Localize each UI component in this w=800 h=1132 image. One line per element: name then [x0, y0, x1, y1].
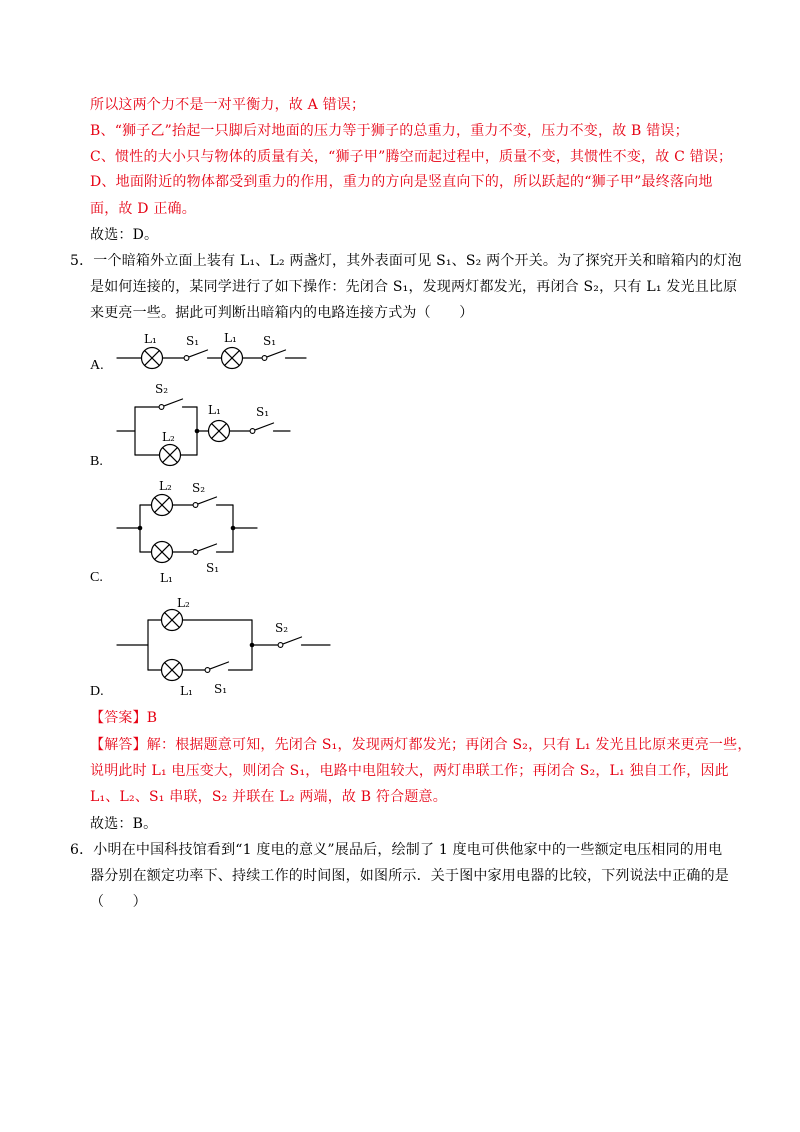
- lamp-cross: [155, 545, 170, 560]
- lamp-symbol: [160, 445, 181, 466]
- switch-blade: [198, 544, 217, 551]
- component-label: S₂: [155, 382, 169, 396]
- lamp-symbol: [162, 660, 183, 681]
- switch-blade: [189, 350, 208, 357]
- option-d-letter: D.: [90, 684, 104, 699]
- lamp-circle: [222, 348, 243, 369]
- solution-line: 所以这两个力不是一对平衡力，故 A 错误；: [90, 97, 366, 113]
- lamp-circle: [152, 542, 173, 563]
- solution-line: D、地面附近的物体都受到重力的作用，重力的方向是竖直向下的，所以跃起的“狮子甲”最终落向地: [90, 174, 713, 190]
- component-label: S₁: [263, 334, 277, 348]
- switch-symbol: [205, 662, 228, 672]
- lamp-cross: [212, 424, 227, 439]
- option-a-circuit: [117, 331, 306, 369]
- component-label: L₂: [159, 479, 172, 493]
- switch-symbol: [250, 423, 273, 433]
- lamp-cross: [225, 351, 240, 366]
- component-label: S₁: [206, 561, 220, 575]
- lamp-symbol: [152, 495, 173, 516]
- lamp-cross: [163, 448, 178, 463]
- switch-contact: [184, 356, 189, 361]
- lamp-cross: [212, 424, 227, 439]
- component-label: S₁: [256, 405, 270, 419]
- switch-blade: [164, 399, 183, 406]
- lamp-symbol: [222, 348, 243, 369]
- switch-contact: [278, 643, 283, 648]
- question-5-line: 来更亮一些。据此可判断出暗箱内的电路连接方式为（ ）: [90, 305, 474, 321]
- lamp-cross: [155, 498, 170, 513]
- switch-contact: [193, 503, 198, 508]
- lamp-circle: [142, 348, 163, 369]
- lamp-cross: [163, 448, 178, 463]
- lamp-cross: [155, 498, 170, 513]
- solution-line: B、“狮子乙”抬起一只脚后对地面的压力等于狮子的总重力，重力不变，压力不变，故 B 错误；: [90, 123, 689, 139]
- switch-symbol: [193, 544, 216, 554]
- component-label: S₁: [214, 682, 228, 696]
- junction-dot: [195, 429, 200, 434]
- component-label: L₂: [177, 596, 190, 610]
- lamp-cross: [165, 613, 180, 628]
- lamp-cross: [165, 613, 180, 628]
- switch-blade: [255, 423, 274, 430]
- lamp-circle: [160, 445, 181, 466]
- switch-blade: [283, 637, 302, 644]
- component-label: S₁: [186, 334, 200, 348]
- switch-symbol: [278, 637, 301, 647]
- component-label: L₁: [208, 403, 221, 417]
- component-label: S₂: [192, 481, 206, 495]
- lamp-symbol: [142, 348, 163, 369]
- question-6-line: 器分别在额定功率下、持续工作的时间图，如图所示．关于图中家用电器的比较，下列说法中正确的是: [90, 868, 729, 884]
- analysis-line: 【解答】解：根据题意可知，先闭合 S₁，发现两灯都发光；再闭合 S₂，只有 L₁ 发光且比原来更亮一些，: [90, 737, 752, 753]
- switch-blade: [198, 497, 217, 504]
- component-label: L₁: [144, 332, 157, 346]
- junction-dot: [231, 526, 236, 531]
- junction-dot: [138, 526, 143, 531]
- component-label: L₁: [180, 684, 193, 698]
- option-b-letter: B.: [90, 454, 103, 469]
- switch-contact: [262, 356, 267, 361]
- junction-dot: [250, 643, 255, 648]
- lamp-symbol: [152, 542, 173, 563]
- solution-line: 面，故 D 正确。: [90, 201, 196, 217]
- switch-symbol: [193, 497, 216, 507]
- switch-blade: [267, 350, 286, 357]
- option-c-letter: C.: [90, 570, 103, 585]
- lamp-circle: [209, 421, 230, 442]
- lamp-circle: [162, 660, 183, 681]
- answer-conclusion: 故选：B。: [90, 816, 158, 832]
- switch-symbol: [262, 350, 285, 360]
- switch-contact: [205, 668, 210, 673]
- switch-contact: [193, 550, 198, 555]
- analysis-line: L₁、L₂、S₁ 串联，S₂ 并联在 L₂ 两端，故 B 符合题意。: [90, 789, 447, 805]
- switch-symbol: [184, 350, 207, 360]
- switch-blade: [210, 662, 229, 669]
- option-a-letter: A.: [90, 358, 104, 373]
- lamp-cross: [165, 663, 180, 678]
- lamp-circle: [162, 610, 183, 631]
- switch-contact: [159, 405, 164, 410]
- question-6-line: （ ）: [90, 894, 147, 910]
- switch-symbol: [159, 399, 182, 409]
- analysis-line: 说明此时 L₁ 电压变大，则闭合 S₁，电路中电阻较大，两灯串联工作；再闭合 S₂，L₁ 独自工作，因此: [90, 763, 729, 779]
- lamp-cross: [225, 351, 240, 366]
- lamp-cross: [145, 351, 160, 366]
- lamp-cross: [155, 545, 170, 560]
- lamp-symbol: [162, 610, 183, 631]
- component-label: L₂: [162, 430, 175, 444]
- component-label: L₁: [224, 331, 237, 345]
- question-5-line: 是如何连接的，某同学进行了如下操作：先闭合 S₁，发现两灯都发光，再闭合 S₂，只有 L₁ 发光且比原: [90, 279, 738, 295]
- lamp-cross: [165, 663, 180, 678]
- lamp-symbol: [209, 421, 230, 442]
- answer-line: 【答案】B: [90, 710, 158, 726]
- component-label: L₁: [160, 571, 173, 585]
- lamp-cross: [145, 351, 160, 366]
- component-label: S₂: [275, 621, 289, 635]
- option-d-circuit: [117, 596, 330, 698]
- solution-line: C、惯性的大小只与物体的质量有关，“狮子甲”腾空而起过程中，质量不变，其惯性不变，故 C 错误；: [90, 149, 733, 165]
- question-5-line: 5．一个暗箱外立面上装有 L₁、L₂ 两盏灯，其外表面可见 S₁、S₂ 两个开关。为了探究开关和暗箱内的灯泡: [70, 253, 742, 269]
- option-c-circuit: [117, 479, 257, 585]
- question-6-line: 6．小明在中国科技馆看到“1 度电的意义”展品后，绘制了 1 度电可供他家中的一些额定电压相同的用电: [70, 842, 723, 858]
- lamp-circle: [152, 495, 173, 516]
- switch-contact: [250, 429, 255, 434]
- option-b-circuit: [117, 382, 290, 466]
- solution-conclusion: 故选：D。: [90, 227, 159, 243]
